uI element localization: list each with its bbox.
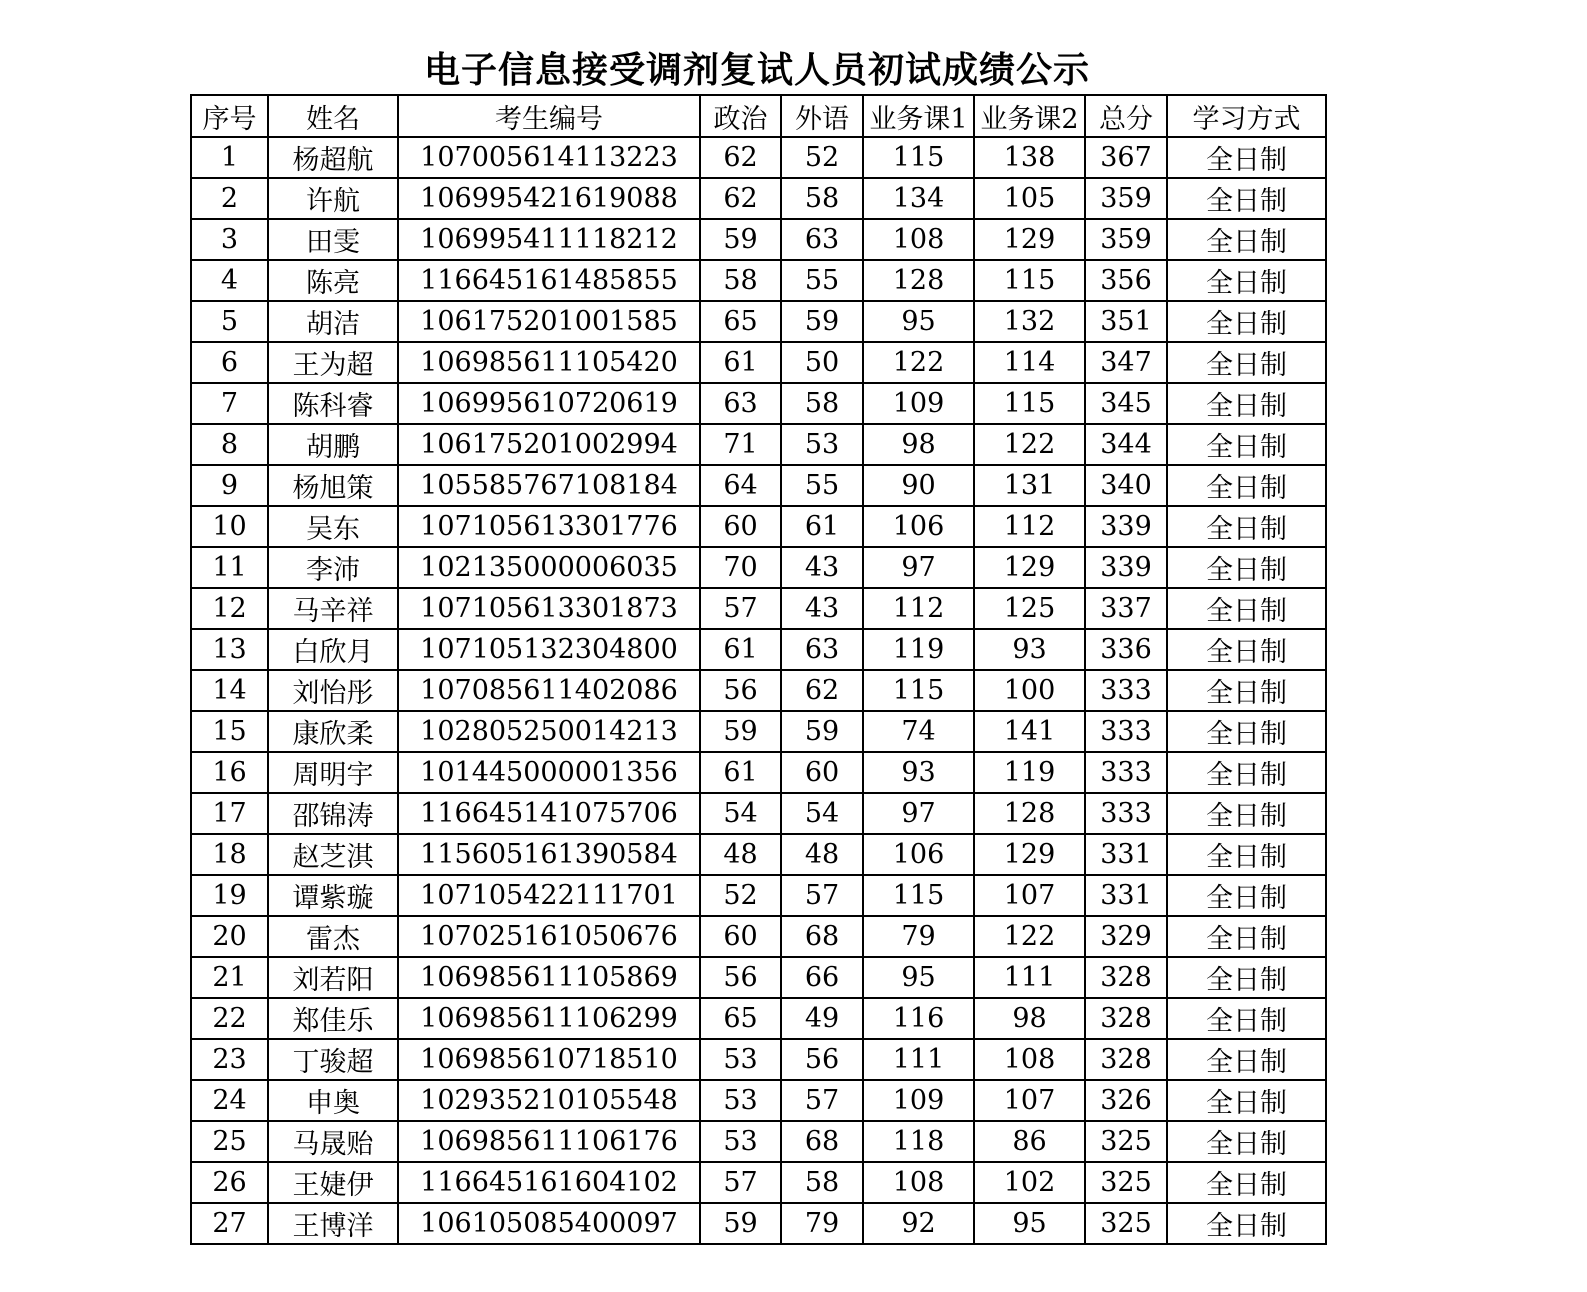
candidate-id-cell: 116645141075706 xyxy=(398,793,700,834)
politics-cell: 65 xyxy=(700,301,781,342)
foreign-language-cell: 57 xyxy=(781,875,863,916)
candidate-id-cell: 107105613301873 xyxy=(398,588,700,629)
table-row xyxy=(191,793,1326,834)
candidate-id-cell: 106995421619088 xyxy=(398,178,700,219)
total-cell: 351 xyxy=(1085,301,1167,342)
total-cell: 359 xyxy=(1085,219,1167,260)
study-mode-cell: 全日制 xyxy=(1167,301,1326,342)
politics-cell: 57 xyxy=(700,1162,781,1203)
subject-2-cell: 102 xyxy=(974,1162,1085,1203)
foreign-language-cell: 50 xyxy=(781,342,863,383)
foreign-language-cell: 59 xyxy=(781,301,863,342)
foreign-language-cell: 63 xyxy=(781,629,863,670)
foreign-language-cell: 56 xyxy=(781,1039,863,1080)
subject-2-cell: 119 xyxy=(974,752,1085,793)
study-mode-cell: 全日制 xyxy=(1167,793,1326,834)
index-cell: 3 xyxy=(191,219,268,260)
subject-1-cell: 115 xyxy=(863,670,974,711)
politics-cell: 59 xyxy=(700,711,781,752)
name-cell: 杨超航 xyxy=(268,137,398,178)
name-cell: 雷杰 xyxy=(268,916,398,957)
table-row xyxy=(191,178,1326,219)
subject-1-cell: 111 xyxy=(863,1039,974,1080)
study-mode-cell: 全日制 xyxy=(1167,588,1326,629)
study-mode-cell: 全日制 xyxy=(1167,834,1326,875)
subject-2-cell: 107 xyxy=(974,875,1085,916)
index-cell: 18 xyxy=(191,834,268,875)
table-row xyxy=(191,752,1326,793)
table-row xyxy=(191,383,1326,424)
subject-1-cell: 112 xyxy=(863,588,974,629)
candidate-id-cell: 101445000001356 xyxy=(398,752,700,793)
subject-1-cell: 109 xyxy=(863,1080,974,1121)
total-cell: 359 xyxy=(1085,178,1167,219)
name-cell: 申奥 xyxy=(268,1080,398,1121)
table-row xyxy=(191,629,1326,670)
politics-cell: 59 xyxy=(700,219,781,260)
table-row xyxy=(191,875,1326,916)
subject-2-cell: 100 xyxy=(974,670,1085,711)
table-row xyxy=(191,834,1326,875)
index-cell: 9 xyxy=(191,465,268,506)
name-cell: 王婕伊 xyxy=(268,1162,398,1203)
total-cell: 340 xyxy=(1085,465,1167,506)
table-row xyxy=(191,342,1326,383)
index-cell: 19 xyxy=(191,875,268,916)
subject-2-cell: 95 xyxy=(974,1203,1085,1244)
column-header-name: 姓名 xyxy=(268,95,398,137)
table-row xyxy=(191,1162,1326,1203)
table-row xyxy=(191,260,1326,301)
politics-cell: 62 xyxy=(700,137,781,178)
name-cell: 白欣月 xyxy=(268,629,398,670)
index-cell: 14 xyxy=(191,670,268,711)
subject-2-cell: 108 xyxy=(974,1039,1085,1080)
subject-1-cell: 122 xyxy=(863,342,974,383)
name-cell: 胡洁 xyxy=(268,301,398,342)
politics-cell: 57 xyxy=(700,588,781,629)
column-header-total: 总分 xyxy=(1085,95,1167,137)
index-cell: 25 xyxy=(191,1121,268,1162)
total-cell: 333 xyxy=(1085,670,1167,711)
subject-2-cell: 122 xyxy=(974,424,1085,465)
subject-1-cell: 95 xyxy=(863,301,974,342)
politics-cell: 61 xyxy=(700,629,781,670)
subject-1-cell: 90 xyxy=(863,465,974,506)
name-cell: 谭紫璇 xyxy=(268,875,398,916)
study-mode-cell: 全日制 xyxy=(1167,424,1326,465)
subject-2-cell: 114 xyxy=(974,342,1085,383)
table-row xyxy=(191,1203,1326,1244)
name-cell: 康欣柔 xyxy=(268,711,398,752)
politics-cell: 59 xyxy=(700,1203,781,1244)
index-cell: 24 xyxy=(191,1080,268,1121)
name-cell: 刘怡彤 xyxy=(268,670,398,711)
foreign-language-cell: 55 xyxy=(781,260,863,301)
candidate-id-cell: 106985611105869 xyxy=(398,957,700,998)
table-row xyxy=(191,1080,1326,1121)
index-cell: 15 xyxy=(191,711,268,752)
subject-1-cell: 106 xyxy=(863,506,974,547)
subject-1-cell: 97 xyxy=(863,547,974,588)
total-cell: 333 xyxy=(1085,711,1167,752)
total-cell: 331 xyxy=(1085,834,1167,875)
subject-1-cell: 93 xyxy=(863,752,974,793)
foreign-language-cell: 60 xyxy=(781,752,863,793)
column-header-candidate-id: 考生编号 xyxy=(398,95,700,137)
name-cell: 马辛祥 xyxy=(268,588,398,629)
politics-cell: 60 xyxy=(700,506,781,547)
name-cell: 田雯 xyxy=(268,219,398,260)
study-mode-cell: 全日制 xyxy=(1167,547,1326,588)
total-cell: 344 xyxy=(1085,424,1167,465)
table-body xyxy=(191,137,1326,1244)
politics-cell: 70 xyxy=(700,547,781,588)
subject-2-cell: 129 xyxy=(974,547,1085,588)
total-cell: 347 xyxy=(1085,342,1167,383)
subject-2-cell: 111 xyxy=(974,957,1085,998)
subject-2-cell: 98 xyxy=(974,998,1085,1039)
subject-2-cell: 122 xyxy=(974,916,1085,957)
study-mode-cell: 全日制 xyxy=(1167,629,1326,670)
table-row xyxy=(191,424,1326,465)
study-mode-cell: 全日制 xyxy=(1167,219,1326,260)
subject-1-cell: 79 xyxy=(863,916,974,957)
study-mode-cell: 全日制 xyxy=(1167,916,1326,957)
foreign-language-cell: 66 xyxy=(781,957,863,998)
table-row xyxy=(191,998,1326,1039)
foreign-language-cell: 58 xyxy=(781,1162,863,1203)
subject-1-cell: 128 xyxy=(863,260,974,301)
name-cell: 陈科睿 xyxy=(268,383,398,424)
foreign-language-cell: 58 xyxy=(781,383,863,424)
study-mode-cell: 全日制 xyxy=(1167,260,1326,301)
column-header-politics: 政治 xyxy=(700,95,781,137)
table-row xyxy=(191,219,1326,260)
total-cell: 356 xyxy=(1085,260,1167,301)
name-cell: 王博洋 xyxy=(268,1203,398,1244)
politics-cell: 61 xyxy=(700,342,781,383)
index-cell: 5 xyxy=(191,301,268,342)
subject-1-cell: 109 xyxy=(863,383,974,424)
index-cell: 6 xyxy=(191,342,268,383)
index-cell: 27 xyxy=(191,1203,268,1244)
politics-cell: 63 xyxy=(700,383,781,424)
subject-1-cell: 98 xyxy=(863,424,974,465)
total-cell: 336 xyxy=(1085,629,1167,670)
candidate-id-cell: 116645161485855 xyxy=(398,260,700,301)
candidate-id-cell: 106985611105420 xyxy=(398,342,700,383)
table-row xyxy=(191,547,1326,588)
study-mode-cell: 全日制 xyxy=(1167,957,1326,998)
politics-cell: 64 xyxy=(700,465,781,506)
study-mode-cell: 全日制 xyxy=(1167,342,1326,383)
total-cell: 333 xyxy=(1085,793,1167,834)
table-row xyxy=(191,957,1326,998)
column-header-subject-2: 业务课2 xyxy=(974,95,1085,137)
subject-1-cell: 108 xyxy=(863,219,974,260)
index-cell: 26 xyxy=(191,1162,268,1203)
subject-2-cell: 129 xyxy=(974,219,1085,260)
politics-cell: 62 xyxy=(700,178,781,219)
column-header-foreign-language: 外语 xyxy=(781,95,863,137)
candidate-id-cell: 107105422111701 xyxy=(398,875,700,916)
foreign-language-cell: 58 xyxy=(781,178,863,219)
name-cell: 许航 xyxy=(268,178,398,219)
subject-1-cell: 115 xyxy=(863,875,974,916)
index-cell: 4 xyxy=(191,260,268,301)
study-mode-cell: 全日制 xyxy=(1167,137,1326,178)
name-cell: 李沛 xyxy=(268,547,398,588)
foreign-language-cell: 48 xyxy=(781,834,863,875)
foreign-language-cell: 59 xyxy=(781,711,863,752)
politics-cell: 48 xyxy=(700,834,781,875)
table-row xyxy=(191,301,1326,342)
foreign-language-cell: 63 xyxy=(781,219,863,260)
name-cell: 邵锦涛 xyxy=(268,793,398,834)
name-cell: 刘若阳 xyxy=(268,957,398,998)
table-row xyxy=(191,506,1326,547)
index-cell: 17 xyxy=(191,793,268,834)
politics-cell: 65 xyxy=(700,998,781,1039)
subject-1-cell: 115 xyxy=(863,137,974,178)
study-mode-cell: 全日制 xyxy=(1167,1162,1326,1203)
foreign-language-cell: 43 xyxy=(781,588,863,629)
foreign-language-cell: 53 xyxy=(781,424,863,465)
name-cell: 杨旭策 xyxy=(268,465,398,506)
candidate-id-cell: 102935210105548 xyxy=(398,1080,700,1121)
total-cell: 326 xyxy=(1085,1080,1167,1121)
total-cell: 333 xyxy=(1085,752,1167,793)
candidate-id-cell: 106985611106299 xyxy=(398,998,700,1039)
page-title: 电子信息接受调剂复试人员初试成绩公示 xyxy=(423,49,1090,91)
name-cell: 丁骏超 xyxy=(268,1039,398,1080)
table-row xyxy=(191,1039,1326,1080)
total-cell: 325 xyxy=(1085,1121,1167,1162)
foreign-language-cell: 79 xyxy=(781,1203,863,1244)
table-row xyxy=(191,465,1326,506)
subject-1-cell: 118 xyxy=(863,1121,974,1162)
study-mode-cell: 全日制 xyxy=(1167,711,1326,752)
name-cell: 郑佳乐 xyxy=(268,998,398,1039)
total-cell: 329 xyxy=(1085,916,1167,957)
index-cell: 12 xyxy=(191,588,268,629)
total-cell: 328 xyxy=(1085,998,1167,1039)
candidate-id-cell: 102135000006035 xyxy=(398,547,700,588)
table-row xyxy=(191,1121,1326,1162)
study-mode-cell: 全日制 xyxy=(1167,1121,1326,1162)
study-mode-cell: 全日制 xyxy=(1167,1203,1326,1244)
candidate-id-cell: 106175201001585 xyxy=(398,301,700,342)
politics-cell: 56 xyxy=(700,670,781,711)
study-mode-cell: 全日制 xyxy=(1167,670,1326,711)
subject-2-cell: 112 xyxy=(974,506,1085,547)
study-mode-cell: 全日制 xyxy=(1167,752,1326,793)
subject-2-cell: 125 xyxy=(974,588,1085,629)
index-cell: 13 xyxy=(191,629,268,670)
subject-1-cell: 108 xyxy=(863,1162,974,1203)
subject-2-cell: 115 xyxy=(974,383,1085,424)
foreign-language-cell: 52 xyxy=(781,137,863,178)
candidate-id-cell: 107105132304800 xyxy=(398,629,700,670)
foreign-language-cell: 54 xyxy=(781,793,863,834)
subject-1-cell: 92 xyxy=(863,1203,974,1244)
candidate-id-cell: 106985611106176 xyxy=(398,1121,700,1162)
table-row xyxy=(191,711,1326,752)
total-cell: 337 xyxy=(1085,588,1167,629)
foreign-language-cell: 55 xyxy=(781,465,863,506)
index-cell: 21 xyxy=(191,957,268,998)
foreign-language-cell: 57 xyxy=(781,1080,863,1121)
total-cell: 331 xyxy=(1085,875,1167,916)
name-cell: 马晟贻 xyxy=(268,1121,398,1162)
candidate-id-cell: 106995610720619 xyxy=(398,383,700,424)
politics-cell: 56 xyxy=(700,957,781,998)
index-cell: 10 xyxy=(191,506,268,547)
candidate-id-cell: 115605161390584 xyxy=(398,834,700,875)
politics-cell: 53 xyxy=(700,1080,781,1121)
foreign-language-cell: 62 xyxy=(781,670,863,711)
candidate-id-cell: 116645161604102 xyxy=(398,1162,700,1203)
foreign-language-cell: 43 xyxy=(781,547,863,588)
foreign-language-cell: 61 xyxy=(781,506,863,547)
total-cell: 325 xyxy=(1085,1203,1167,1244)
score-table xyxy=(190,94,1327,1245)
subject-2-cell: 105 xyxy=(974,178,1085,219)
index-cell: 8 xyxy=(191,424,268,465)
candidate-id-cell: 107085611402086 xyxy=(398,670,700,711)
subject-1-cell: 119 xyxy=(863,629,974,670)
subject-1-cell: 134 xyxy=(863,178,974,219)
politics-cell: 60 xyxy=(700,916,781,957)
politics-cell: 53 xyxy=(700,1039,781,1080)
study-mode-cell: 全日制 xyxy=(1167,465,1326,506)
index-cell: 2 xyxy=(191,178,268,219)
study-mode-cell: 全日制 xyxy=(1167,506,1326,547)
index-cell: 23 xyxy=(191,1039,268,1080)
subject-1-cell: 106 xyxy=(863,834,974,875)
foreign-language-cell: 49 xyxy=(781,998,863,1039)
politics-cell: 58 xyxy=(700,260,781,301)
subject-1-cell: 97 xyxy=(863,793,974,834)
politics-cell: 54 xyxy=(700,793,781,834)
candidate-id-cell: 107105613301776 xyxy=(398,506,700,547)
index-cell: 7 xyxy=(191,383,268,424)
total-cell: 367 xyxy=(1085,137,1167,178)
subject-2-cell: 93 xyxy=(974,629,1085,670)
name-cell: 周明宇 xyxy=(268,752,398,793)
study-mode-cell: 全日制 xyxy=(1167,875,1326,916)
candidate-id-cell: 107025161050676 xyxy=(398,916,700,957)
candidate-id-cell: 106985610718510 xyxy=(398,1039,700,1080)
total-cell: 328 xyxy=(1085,1039,1167,1080)
subject-2-cell: 86 xyxy=(974,1121,1085,1162)
index-cell: 20 xyxy=(191,916,268,957)
index-cell: 1 xyxy=(191,137,268,178)
candidate-id-cell: 102805250014213 xyxy=(398,711,700,752)
politics-cell: 71 xyxy=(700,424,781,465)
name-cell: 吴东 xyxy=(268,506,398,547)
total-cell: 345 xyxy=(1085,383,1167,424)
name-cell: 王为超 xyxy=(268,342,398,383)
table-row xyxy=(191,588,1326,629)
index-cell: 11 xyxy=(191,547,268,588)
subject-2-cell: 129 xyxy=(974,834,1085,875)
table-row xyxy=(191,137,1326,178)
total-cell: 325 xyxy=(1085,1162,1167,1203)
subject-2-cell: 138 xyxy=(974,137,1085,178)
candidate-id-cell: 105585767108184 xyxy=(398,465,700,506)
study-mode-cell: 全日制 xyxy=(1167,1080,1326,1121)
column-header-study-mode: 学习方式 xyxy=(1167,95,1326,137)
subject-2-cell: 107 xyxy=(974,1080,1085,1121)
study-mode-cell: 全日制 xyxy=(1167,998,1326,1039)
study-mode-cell: 全日制 xyxy=(1167,383,1326,424)
table-row xyxy=(191,916,1326,957)
subject-2-cell: 132 xyxy=(974,301,1085,342)
name-cell: 胡鹏 xyxy=(268,424,398,465)
total-cell: 339 xyxy=(1085,547,1167,588)
total-cell: 328 xyxy=(1085,957,1167,998)
name-cell: 陈亮 xyxy=(268,260,398,301)
candidate-id-cell: 106105085400097 xyxy=(398,1203,700,1244)
subject-2-cell: 115 xyxy=(974,260,1085,301)
subject-2-cell: 131 xyxy=(974,465,1085,506)
politics-cell: 52 xyxy=(700,875,781,916)
subject-1-cell: 74 xyxy=(863,711,974,752)
foreign-language-cell: 68 xyxy=(781,916,863,957)
name-cell: 赵芝淇 xyxy=(268,834,398,875)
candidate-id-cell: 107005614113223 xyxy=(398,137,700,178)
politics-cell: 61 xyxy=(700,752,781,793)
table-row xyxy=(191,670,1326,711)
subject-1-cell: 116 xyxy=(863,998,974,1039)
subject-1-cell: 95 xyxy=(863,957,974,998)
column-header-subject-1: 业务课1 xyxy=(863,95,974,137)
politics-cell: 53 xyxy=(700,1121,781,1162)
study-mode-cell: 全日制 xyxy=(1167,178,1326,219)
total-cell: 339 xyxy=(1085,506,1167,547)
column-header-index: 序号 xyxy=(191,95,268,137)
subject-2-cell: 141 xyxy=(974,711,1085,752)
index-cell: 22 xyxy=(191,998,268,1039)
subject-2-cell: 128 xyxy=(974,793,1085,834)
candidate-id-cell: 106175201002994 xyxy=(398,424,700,465)
candidate-id-cell: 106995411118212 xyxy=(398,219,700,260)
foreign-language-cell: 68 xyxy=(781,1121,863,1162)
table-header-row xyxy=(191,95,1326,137)
study-mode-cell: 全日制 xyxy=(1167,1039,1326,1080)
index-cell: 16 xyxy=(191,752,268,793)
